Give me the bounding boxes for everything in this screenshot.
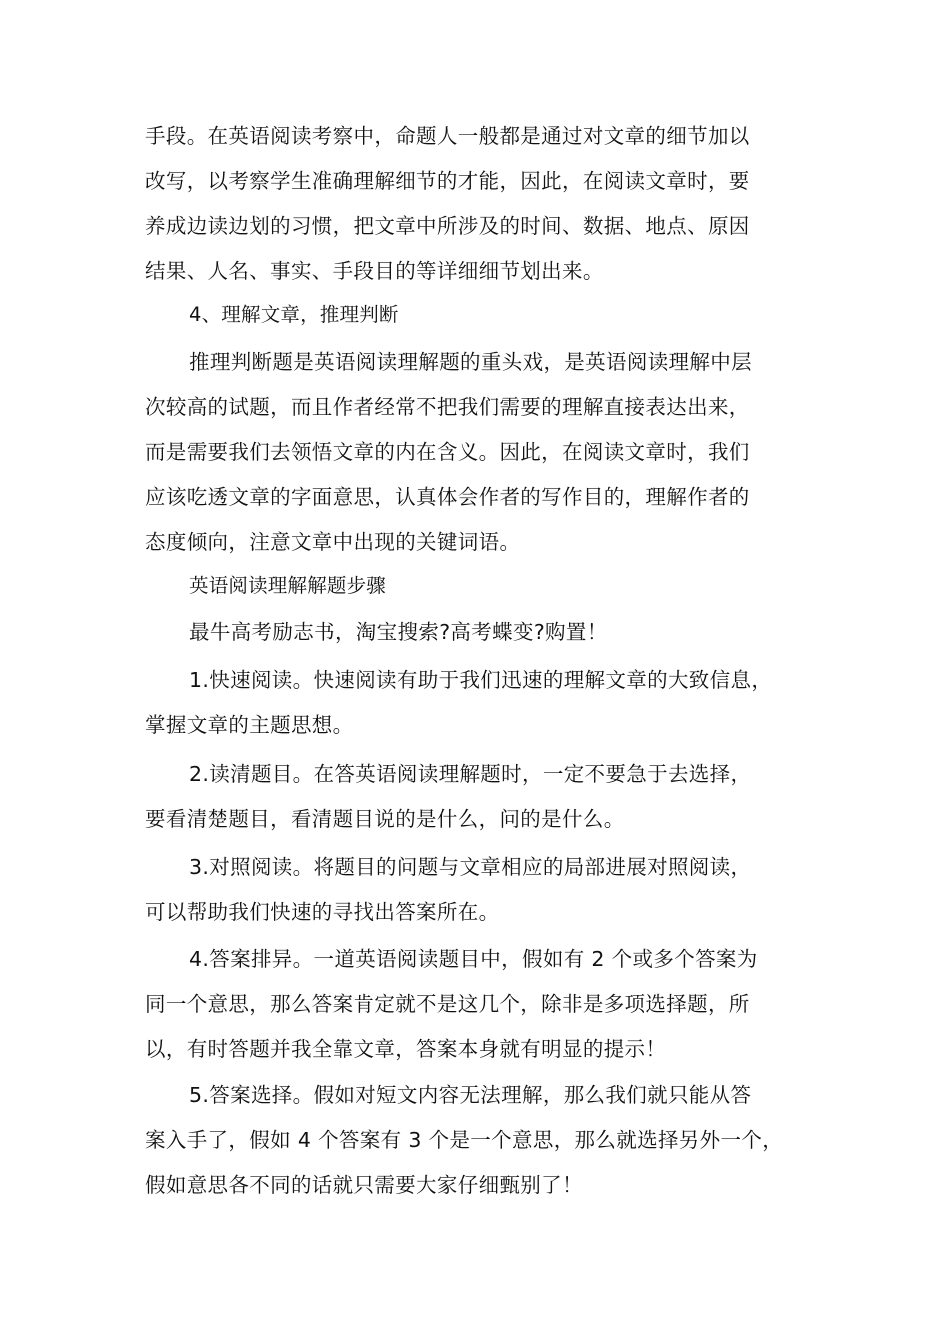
text-line: 养成边读边划的习惯，把文章中所涉及的时间、数据、地点、原因 (145, 214, 750, 238)
text-line: 同一个意思，那么答案肯定就不是这几个，除非是多项选择题，所 (145, 992, 750, 1016)
text-line: 2.读清题目。在答英语阅读理解题时，一定不要急于去选择， (189, 762, 752, 786)
text-line: 假如意思各不同的话就只需要大家仔细甄别了！ (145, 1173, 583, 1197)
text-line: 手段。在英语阅读考察中，命题人一般都是通过对文章的细节加以 (145, 124, 750, 148)
text-line: 5.答案选择。假如对短文内容无法理解，那么我们就只能从答 (189, 1083, 752, 1107)
text-line: 而是需要我们去领悟文章的内在含义。因此，在阅读文章时，我们 (145, 440, 750, 464)
text-line: 以，有时答题并我全靠文章，答案本身就有明显的提示！ (145, 1037, 667, 1061)
text-line: 应该吃透文章的字面意思，认真体会作者的写作目的，理解作者的 (145, 485, 750, 509)
text-line: 3.对照阅读。将题目的问题与文章相应的局部进展对照阅读， (189, 855, 752, 879)
text-line: 改写，以考察学生准确理解细节的才能，因此，在阅读文章时，要 (145, 169, 750, 193)
text-line: 案入手了，假如 4 个答案有 3 个是一个意思，那么就选择另外一个， (145, 1128, 784, 1152)
text-line: 结果、人名、事实、手段目的等详细细节划出来。 (145, 259, 604, 283)
text-line: 4.答案排异。一道英语阅读题目中，假如有 2 个或多个答案为 (189, 947, 758, 971)
text-line: 1.快速阅读。快速阅读有助于我们迅速的理解文章的大致信息， (189, 668, 773, 692)
text-line: 态度倾向，注意文章中出现的关键词语。 (145, 530, 521, 554)
section-heading: 英语阅读理解解题步骤 (189, 574, 387, 597)
text-line: 次较高的试题，而且作者经常不把我们需要的理解直接表达出来， (145, 395, 750, 419)
text-line: 掌握文章的主题思想。 (145, 713, 354, 737)
text-line: 推理判断题是英语阅读理解题的重头戏，是英语阅读理解中层 (189, 350, 752, 374)
section-heading: 4、理解文章，推理判断 (189, 303, 399, 326)
text-line: 最牛高考励志书，淘宝搜索?高考蝶变?购置！ (189, 620, 608, 644)
text-line: 可以帮助我们快速的寻找出答案所在。 (145, 900, 500, 924)
text-line: 要看清楚题目，看清题目说的是什么，问的是什么。 (145, 807, 625, 831)
